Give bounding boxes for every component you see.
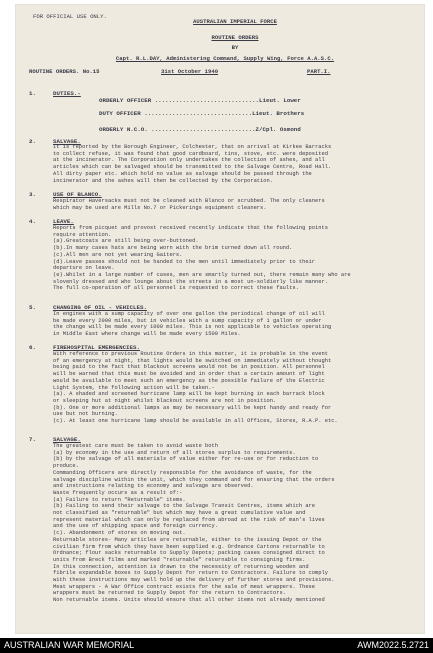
force-title: AUSTRALIAN IMPERIAL FORCE bbox=[193, 18, 277, 25]
section-title: SALVAGE. bbox=[53, 138, 81, 145]
classification-label: FOR OFFICIAL USE ONLY. bbox=[33, 13, 107, 20]
section-title: DUTIES.- bbox=[53, 90, 81, 97]
section-number: 2. bbox=[29, 138, 36, 145]
section-number: 3. bbox=[29, 191, 36, 198]
section-title: USE OF BLANCO. bbox=[53, 191, 102, 198]
footer-bar bbox=[0, 638, 433, 653]
routine-orders-title: ROUTINE ORDERS bbox=[211, 34, 259, 41]
footer-credit: AUSTRALIAN WAR MEMORIAL bbox=[4, 640, 135, 650]
section-paragraph: Respirator Haversacks must not be cleaned with Blanco or scrubbed. The only cleaners which may be used are Mills No.7 or Pickerings equipment cleaners. bbox=[53, 198, 325, 211]
document-page bbox=[15, 4, 425, 634]
section-number: 5. bbox=[29, 304, 36, 311]
section-number: 7. bbox=[29, 436, 36, 443]
orders-number: ROUTINE ORDERS. No.15 bbox=[29, 68, 100, 75]
section-number: 6. bbox=[29, 344, 36, 351]
section-paragraph: Reports from picquet and provost received recently indicate that the following points require attention. (a).Greatcoats are still being over-buttoned. (b).In many cases hats are being worn with the brim turned down all round. (c).All men are not yet wearing Gaiters. (d).Leave passes should not be handed to the men until immediately prior to their departure on leave. (e).Whilst in a large number of cases, men are smartly turned out, there remain many who are slovenly dressed and who lounge about the streets in a most un-soldierly like manner. The full co-operation of all personnel is requested to correct these faults. bbox=[53, 225, 351, 292]
duty-line: DUTY OFFICER ...............................Lieut. Brothers bbox=[99, 110, 305, 117]
footer-accession-number: AWM2022.5.2721 bbox=[357, 640, 429, 650]
duty-line: ORDERLY N.C.O. ..............................Z/Cpl. Osmond bbox=[99, 126, 301, 133]
section-title: FIREHOSPITAL EMERGENCIES. bbox=[53, 344, 140, 351]
orders-date: 31st October 1940 bbox=[161, 68, 219, 75]
duty-line: ORDERLY OFFICER ..............................Lieut. Lower bbox=[99, 97, 301, 104]
by-label: BY bbox=[231, 44, 239, 51]
author-line: Capt. R.L.DAY, Administering Command, Supply Wing, Force A.A.S.C. bbox=[115, 55, 335, 62]
section-paragraph: The greatest care must be taken to avoid waste both (a) by economy in the use and return of all stores surplus to requirements. (b) by the salvage of all materials of value either for re-use or for reduction to produce. Commanding Officers are directly responsible for the avoidance of waste, for the salvage discipline within the unit, which they command and for ensuring that the orders and instructions relating to economy and salvage are observed. Waste frequently occurs as a result of:- (a) Failure to return "Returnable" items. (b) Failing to send their salvage to the Salvage Transit Centres, items which are not classified as "returnable" but which may have a great cumulative value and represent material which can only be replaced from abroad at the risk of man's lives and the use of shipping space and foreign currency. (c). Abandonment of stores on moving out. Returnable stores- Many articles are returnable, either to the issuing Depot or the civilian firm from which they have been supplied e.g. Ordnance Cartons returnable to Ordnance; flour sacks returnable to Supply Depots; packing cases consigned direct to units from Breck films and marked "returnable" returnable to consigning firms. In this connection, attention is drawn to the necessity of returning wooden and fibrile expandable boxes to Supply Depot for return to Contractors. Failure to comply with these instructions may well hold up the delivery of further stores and provisions. Meat wrappers - A War Office contract exists for the sale of meat wrappers. These wrappers must be returned to Supply Depot for the return to Contractors. Non returnable items. Units should ensure that all other items not already mentioned bbox=[53, 443, 335, 604]
section-paragraph: With reference to previous Routine Orders in this matter, it is probable in the event of an emergency at night, that lights would be switched on immediately without thought being paid to the fact that blackout screens would not be in position. All personnel will be warned that this must be avoided and in order that a certain amount of light would be available to meet such an emergency as the possible failure of the Electric Light System, the following action will be taken.- (a). A shaded and screened hurricane lamp will be kept burning in each barrack block or sleeping hut at night whilst blackout screens are not in position. (b). One or more additional lamps as may be necessary will be kept handy and ready for use but not burning. (c). At least one hurricane lamp should be available in all Offices, Stores, R.A.P. etc. bbox=[53, 351, 338, 425]
section-number: 4. bbox=[29, 218, 36, 225]
part-label: PART.I. bbox=[307, 68, 331, 75]
section-title: SALVAGE. bbox=[53, 436, 81, 443]
section-title: CHANGING OF OIL - VEHICLES. bbox=[53, 304, 147, 311]
section-paragraph: In engines with a sump capacity of over one gallon the periodical change of oil will be made every 2000 miles, but in vehicles with a sump capacity of 1 gallon or under the change will be made every 1000 miles. This is not applicable to vehicles operating in Middle East where change will be made every 1500 Miles. bbox=[53, 311, 332, 338]
section-paragraph: It is reported by the Borough Engineer, Colchester, that on arrival at Kirkee Barracks to collect refuse, it was found that good cardboard, tins, stove, etc. were deposited at the incinerator. The Corporation only undertakes the collection of ashes, and all articles which can be salvaged should be transmitted to the Salvage Centre, Road Hall. All dirty paper etc. which hold no value as salvage should be passed through the incinerator and the ashes will then be collected by the Corporation. bbox=[53, 144, 332, 184]
section-title: LEAVE. bbox=[53, 218, 74, 225]
section-number: 1. bbox=[29, 90, 36, 97]
